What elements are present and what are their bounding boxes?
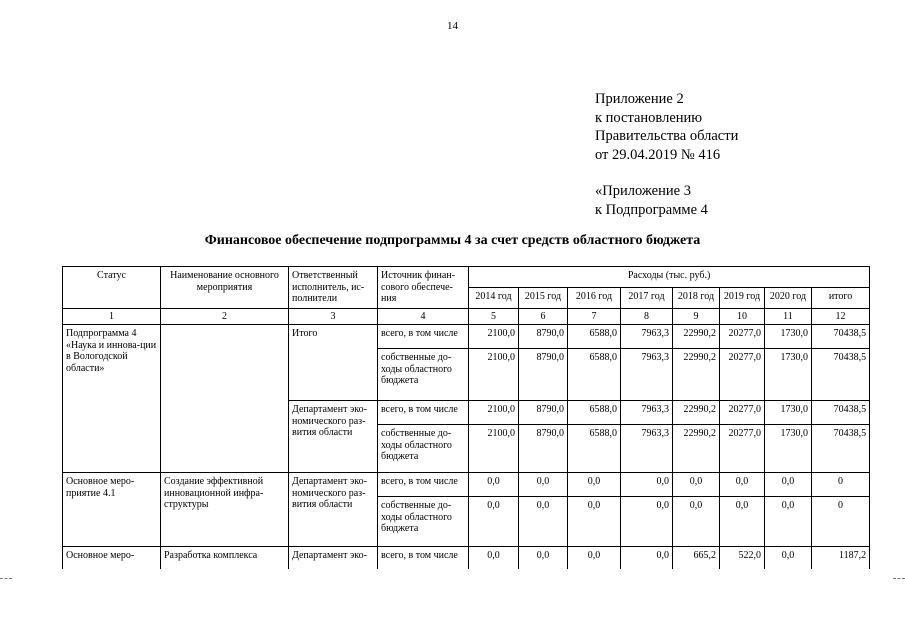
value-cell: 2100,0 xyxy=(469,401,519,425)
column-number: 5 xyxy=(469,308,519,325)
value-cell: 0,0 xyxy=(568,497,621,547)
appendix-block xyxy=(595,90,738,219)
header-year: 2017 год xyxy=(621,287,673,308)
executor-cell: Департамент эко-номического раз-вития области xyxy=(289,401,378,473)
header-year: 2015 год xyxy=(519,287,568,308)
column-number: 4 xyxy=(378,308,469,325)
value-cell: 0 xyxy=(812,497,870,547)
finance-table xyxy=(62,266,870,569)
appendix-line: «Приложение 3 xyxy=(595,183,691,199)
value-cell: 8790,0 xyxy=(519,401,568,425)
source-cell: всего, в том числе xyxy=(378,547,469,569)
executor-cell: Департамент эко- xyxy=(289,547,378,569)
source-cell: собственные до-ходы областного бюджета xyxy=(378,425,469,473)
value-cell: 70438,5 xyxy=(812,325,870,349)
header-status: Статус xyxy=(63,267,161,309)
column-number: 10 xyxy=(720,308,765,325)
value-cell: 0,0 xyxy=(673,473,720,497)
value-cell: 7963,3 xyxy=(621,349,673,401)
value-cell: 7963,3 xyxy=(621,425,673,473)
column-number: 12 xyxy=(812,308,870,325)
value-cell: 1730,0 xyxy=(765,401,812,425)
header-row xyxy=(63,267,870,288)
value-cell: 20277,0 xyxy=(720,401,765,425)
cut-mark-left xyxy=(0,578,12,579)
value-cell: 522,0 xyxy=(720,547,765,569)
header-year: 2014 год xyxy=(469,287,519,308)
value-cell: 0,0 xyxy=(765,497,812,547)
column-number: 1 xyxy=(63,308,161,325)
document-title: Финансовое обеспечение подпрограммы 4 за счет средств областного бюджета xyxy=(204,233,701,248)
value-cell: 0,0 xyxy=(621,547,673,569)
page-number: 14 xyxy=(447,20,458,32)
source-cell: всего, в том числе xyxy=(378,325,469,349)
column-number: 2 xyxy=(161,308,289,325)
source-cell: всего, в том числе xyxy=(378,401,469,425)
cut-mark-right xyxy=(893,578,905,579)
column-number: 11 xyxy=(765,308,812,325)
value-cell: 6588,0 xyxy=(568,401,621,425)
value-cell: 1730,0 xyxy=(765,425,812,473)
table-row xyxy=(63,547,870,569)
name-cell: Создание эффективной инновационной инфра-структуры xyxy=(161,473,289,547)
value-cell: 22990,2 xyxy=(673,349,720,401)
header-executor: Ответственный исполнитель, ис-полнители xyxy=(289,267,378,309)
header-year: 2019 год xyxy=(720,287,765,308)
column-number: 3 xyxy=(289,308,378,325)
value-cell: 6588,0 xyxy=(568,349,621,401)
executor-cell: Департамент эко-номического раз-вития области xyxy=(289,473,378,547)
appendix-line: Приложение 2 xyxy=(595,91,684,107)
appendix-line: Правительства области xyxy=(595,128,739,144)
value-cell: 2100,0 xyxy=(469,425,519,473)
value-cell: 8790,0 xyxy=(519,325,568,349)
value-cell: 0,0 xyxy=(673,497,720,547)
value-cell: 1730,0 xyxy=(765,325,812,349)
value-cell: 6588,0 xyxy=(568,325,621,349)
value-cell: 1187,2 xyxy=(812,547,870,569)
value-cell: 665,2 xyxy=(673,547,720,569)
value-cell: 70438,5 xyxy=(812,401,870,425)
value-cell: 0,0 xyxy=(568,473,621,497)
value-cell: 0,0 xyxy=(720,473,765,497)
status-cell: Подпрограмма 4 «Наука и иннова-ции в Вологодской области» xyxy=(63,325,161,473)
header-year: 2016 год xyxy=(568,287,621,308)
value-cell: 70438,5 xyxy=(812,425,870,473)
value-cell: 0,0 xyxy=(621,473,673,497)
value-cell: 0,0 xyxy=(519,547,568,569)
header-total: итого xyxy=(812,287,870,308)
value-cell: 2100,0 xyxy=(469,325,519,349)
table-row xyxy=(63,473,870,497)
value-cell: 2100,0 xyxy=(469,349,519,401)
value-cell: 0,0 xyxy=(469,473,519,497)
header-year: 2020 год xyxy=(765,287,812,308)
value-cell: 8790,0 xyxy=(519,349,568,401)
appendix-line: к постановлению xyxy=(595,109,703,126)
value-cell: 0 xyxy=(812,473,870,497)
value-cell: 6588,0 xyxy=(568,425,621,473)
header-source: Источник финан-сового обеспече-ния xyxy=(378,267,469,309)
value-cell: 22990,2 xyxy=(673,401,720,425)
value-cell: 7963,3 xyxy=(621,325,673,349)
value-cell: 8790,0 xyxy=(519,425,568,473)
column-number: 8 xyxy=(621,308,673,325)
value-cell: 0,0 xyxy=(765,547,812,569)
value-cell: 0,0 xyxy=(469,547,519,569)
source-cell: собственные до-ходы областного бюджета xyxy=(378,349,469,401)
value-cell: 1730,0 xyxy=(765,349,812,401)
value-cell: 0,0 xyxy=(519,473,568,497)
name-cell xyxy=(161,325,289,473)
source-cell: всего, в том числе xyxy=(378,473,469,497)
status-cell: Основное меро-приятие 4.1 xyxy=(63,473,161,547)
status-cell: Основное меро- xyxy=(63,547,161,569)
header-year: 2018 год xyxy=(673,287,720,308)
header-name: Наименование основного мероприятия xyxy=(161,267,289,309)
value-cell: 0,0 xyxy=(519,497,568,547)
header-expenses: Расходы (тыс. руб.) xyxy=(469,267,870,288)
value-cell: 20277,0 xyxy=(720,349,765,401)
column-number-row xyxy=(63,308,870,325)
value-cell: 0,0 xyxy=(720,497,765,547)
executor-cell: Итого xyxy=(289,325,378,401)
column-number: 7 xyxy=(568,308,621,325)
value-cell: 22990,2 xyxy=(673,325,720,349)
source-cell: собственные до-ходы областного бюджета xyxy=(378,497,469,547)
value-cell: 0,0 xyxy=(568,547,621,569)
value-cell: 22990,2 xyxy=(673,425,720,473)
name-cell: Разработка комплекса xyxy=(161,547,289,569)
table-row xyxy=(63,325,870,349)
value-cell: 7963,3 xyxy=(621,401,673,425)
value-cell: 0,0 xyxy=(621,497,673,547)
value-cell: 0,0 xyxy=(469,497,519,547)
appendix-line: от 29.04.2019 № 416 xyxy=(595,146,721,163)
appendix-line: к Подпрограмме 4 xyxy=(595,201,708,218)
value-cell: 20277,0 xyxy=(720,325,765,349)
value-cell: 70438,5 xyxy=(812,349,870,401)
value-cell: 0,0 xyxy=(765,473,812,497)
column-number: 9 xyxy=(673,308,720,325)
value-cell: 20277,0 xyxy=(720,425,765,473)
column-number: 6 xyxy=(519,308,568,325)
